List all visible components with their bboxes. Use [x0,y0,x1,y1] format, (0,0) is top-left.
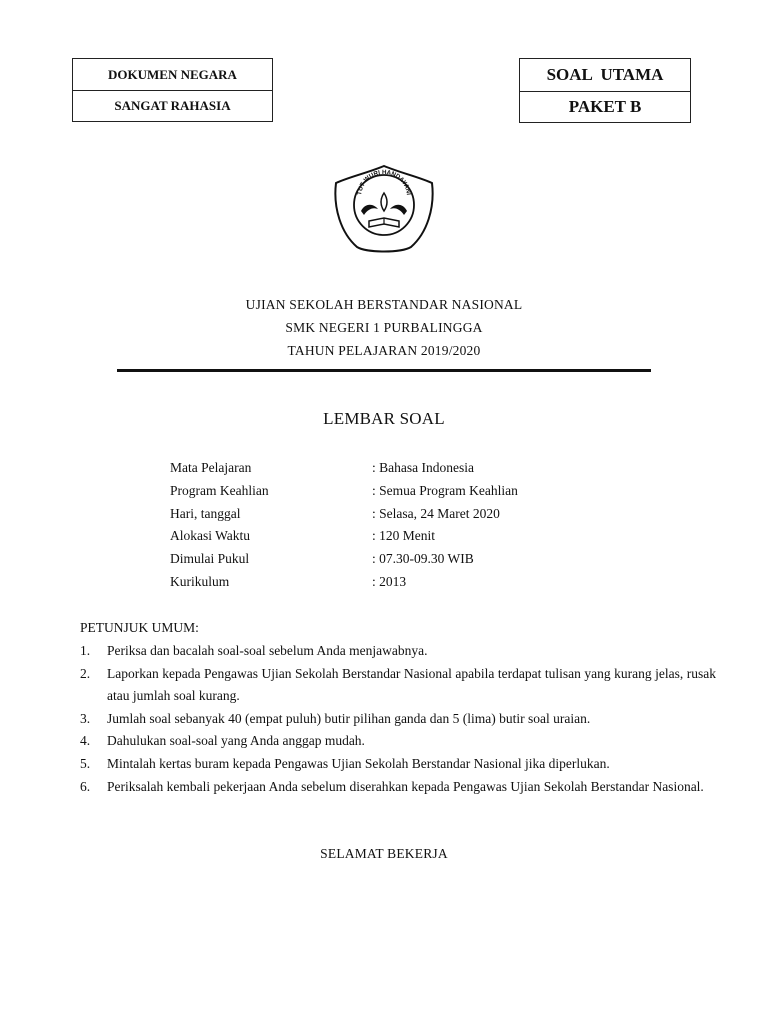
item-number: 5. [80,755,91,771]
info-row [170,460,518,483]
classification-line-2: SANGAT RAHASIA [73,90,272,121]
info-row [170,528,518,551]
list-item [80,730,716,753]
school-name: SMK NEGERI 1 PURBALINGGA [285,320,483,335]
info-row [170,574,518,597]
list-item [80,776,716,799]
list-item [80,640,716,663]
package-box [519,58,691,123]
list-item [80,708,716,731]
item-number: 3. [80,710,91,726]
info-label: Alokasi Waktu [170,528,251,544]
info-row [170,483,518,506]
item-text: Jumlah soal sebanyak 40 (empat puluh) butir pilihan ganda dan 5 (lima) butir soal uraian. [107,710,591,726]
list-item [80,753,716,776]
info-value: : 120 Menit [372,528,435,544]
item-text: Laporkan kepada Pengawas Ujian Sekolah Berstandar Nasional apabila terdapat tulisan yang kurang jelas, rusak atau jumlah soal kurang. [107,665,716,704]
item-text: Mintalah kertas buram kepada Pengawas Ujian Sekolah Berstandar Nasional jika diperlukan. [107,755,610,771]
info-label: Program Keahlian [170,482,269,498]
page-title: LEMBAR SOAL [323,409,445,428]
item-text: Periksa dan bacalah soal-soal sebelum Anda menjawabnya. [107,643,428,658]
item-number: 2. [80,665,91,681]
info-value: : 07.30-09.30 WIB [372,551,474,567]
item-text: Periksalah kembali pekerjaan Anda sebelum diserahkan kepada Pengawas Ujian Sekolah Berstandar Nasional. [107,778,704,794]
info-row [170,551,518,574]
item-number: 1. [80,643,91,658]
instructions-heading: PETUNJUK UMUM: [80,620,199,635]
classification-line-1: DOKUMEN NEGARA [108,66,237,82]
header-divider [117,369,651,372]
info-label: Hari, tanggal [170,505,241,521]
closing-message: SELAMAT BEKERJA [320,846,448,861]
package-type: SOAL UTAMA [546,64,664,84]
info-label: Mata Pelajaran [170,460,252,475]
classification-box [72,58,273,122]
item-text: Dahulukan soal-soal yang Anda anggap mudah. [107,733,365,749]
tut-wuri-handayani-emblem-icon [331,163,437,255]
item-number: 4. [80,733,91,749]
info-row [170,506,518,529]
item-number: 6. [80,778,91,794]
emblem-motto: TUT WURI HANDAYANI [356,168,412,196]
info-label: Dimulai Pukul [170,551,250,567]
info-value: : 2013 [372,573,407,589]
package-code: PAKET B [520,91,690,123]
info-label: Kurikulum [170,573,230,589]
instructions-list [80,640,716,798]
info-value: : Semua Program Keahlian [372,482,518,498]
academic-year: TAHUN PELAJARAN 2019/2020 [287,343,481,358]
list-item [80,663,716,708]
exam-name: UJIAN SEKOLAH BERSTANDAR NASIONAL [245,297,523,312]
info-value: : Bahasa Indonesia [372,460,474,475]
info-value: : Selasa, 24 Maret 2020 [372,505,500,521]
exam-info-table [170,460,518,597]
